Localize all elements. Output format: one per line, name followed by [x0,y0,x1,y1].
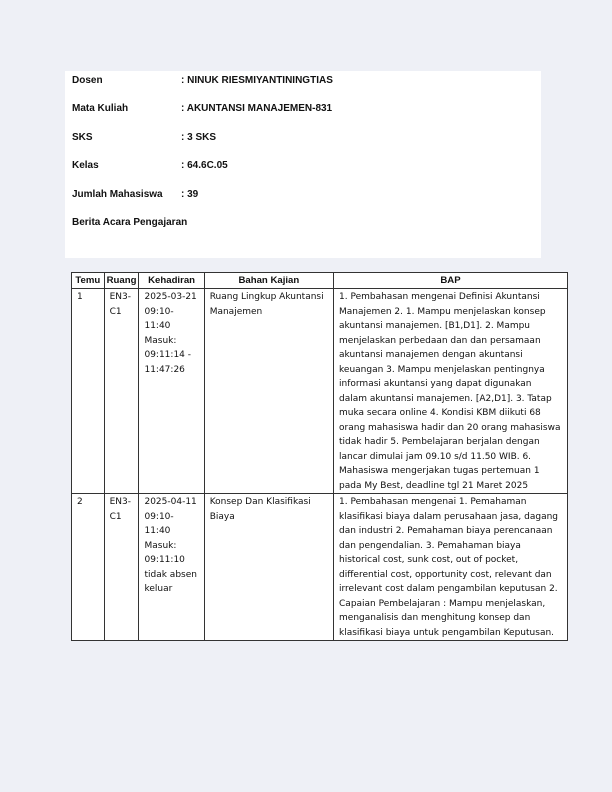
cell-kehadiran: 2025-04-11 09:10-11:40 Masuk: 09:11:10 tidak absen keluar [139,494,204,641]
jumlah-mahasiswa-label: Jumlah Mahasiswa [72,189,163,200]
cell-bap: 1. Pembahasan mengenai Definisi Akuntansi Manajemen 2. 1. Mampu menjelaskan konsep akuntansi manajemen. [B1,D1]. 2. Mampu menjelaskan perbedaan dan dan persamaan akuntansi manajemen dengan akuntansi keuangan 3. Mampu menjelaskan pentingnya informasi akuntansi yang dapat digunakan dalam akuntansi manajemen. [A2,D1]. 3. Tatap muka secara online 4. Kondisi KBM diikuti 68 orang mahasiswa hadir dan 20 orang mahasiswa tidak hadir 5. Pembelajaran berjalan dengan lancar dimulai jam 09.10 s/d 11.50 WIB. 6. Mahasiswa mengerjakan tugas pertemuan 1 pada My Best, deadline tgl 21 Maret 2025 [334,289,568,494]
cell-bahan-kajian: Konsep Dan Klasifikasi Biaya [204,494,333,641]
header-bap: BAP [334,273,568,289]
sks-row [72,132,216,143]
cell-temu: 2 [72,494,105,641]
cell-ruang: EN3-C1 [104,494,139,641]
jumlah-mahasiswa-value: : 39 [181,189,199,200]
cell-ruang: EN3-C1 [104,289,139,494]
cell-bap: 1. Pembahasan mengenai 1. Pemahaman klasifikasi biaya dalam perusahaan jasa, dagang dan industri 2. Pemahaman biaya perencanaan dan pengendalian. 3. Pemahaman biaya historical cost, sunk cost, out of pocket, differential cost, opportunity cost, relevant dan irrelevant cost dalam pengambilan keputusan 2. Capaian Pembelajaran : Mampu menjelaskan, menganalisis dan menghitung konsep dan klasifikasi biaya untuk pengambilan Keputusan. [334,494,568,641]
kelas-label: Kelas [72,160,99,171]
header-ruang: Ruang [104,273,139,289]
berita-acara-heading: Berita Acara Pengajaran [72,217,188,228]
table-row [72,289,568,494]
kelas-row [72,160,228,171]
header-temu: Temu [72,273,105,289]
dosen-value: : NINUK RIESMIYANTININGTIAS [181,75,333,86]
header-kehadiran: Kehadiran [139,273,204,289]
mata-kuliah-row [72,103,332,114]
bap-table [71,272,568,641]
dosen-label: Dosen [72,75,103,86]
cell-bahan-kajian: Ruang Lingkup Akuntansi Manajemen [204,289,333,494]
cell-temu: 1 [72,289,105,494]
mata-kuliah-label: Mata Kuliah [72,103,129,114]
header-bahan-kajian: Bahan Kajian [204,273,333,289]
course-info-panel [65,71,541,258]
jumlah-mahasiswa-row [72,189,198,200]
table-header-row [72,273,568,289]
table-row [72,494,568,641]
sks-value: : 3 SKS [181,132,217,143]
cell-kehadiran: 2025-03-21 09:10-11:40 Masuk: 09:11:14 - 11:47:26 [139,289,204,494]
sks-label: SKS [72,132,93,143]
kelas-value: : 64.6C.05 [181,160,228,171]
mata-kuliah-value: : AKUNTANSI MANAJEMEN-831 [181,103,333,114]
dosen-row [72,75,333,86]
